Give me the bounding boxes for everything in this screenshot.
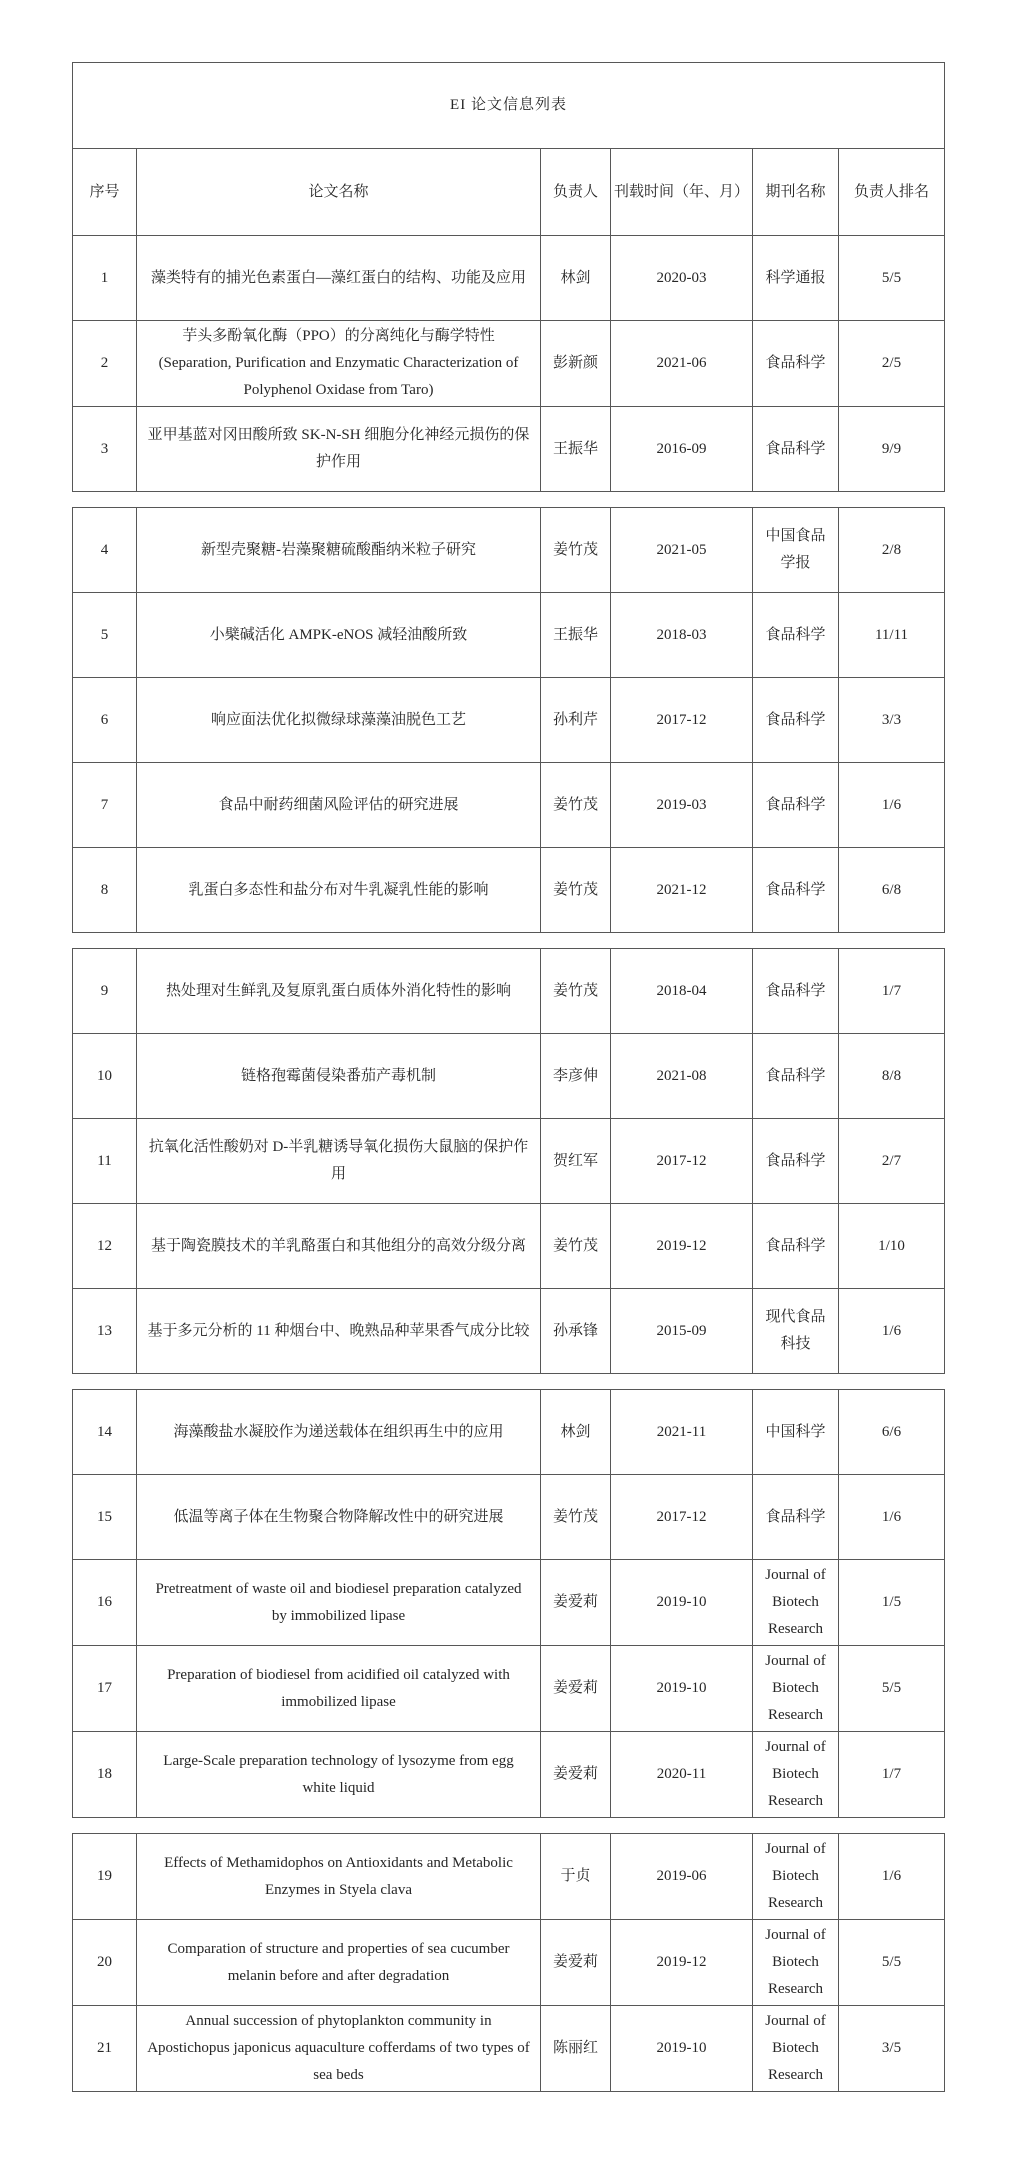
papers-table-block-3 <box>72 948 945 1374</box>
journal-name: 食品科学 <box>753 593 839 678</box>
row-number: 2 <box>73 321 137 407</box>
col-header-leader-rank: 负责人排名 <box>839 149 945 236</box>
leader-name: 姜竹茂 <box>541 508 611 593</box>
table-row <box>73 508 945 593</box>
leader-rank: 3/3 <box>839 678 945 763</box>
leader-name: 姜竹茂 <box>541 848 611 933</box>
header-row <box>73 149 945 236</box>
publish-date: 2020-11 <box>611 1732 753 1818</box>
leader-name: 于贞 <box>541 1834 611 1920</box>
journal-name: 食品科学 <box>753 1475 839 1560</box>
leader-name: 李彦伸 <box>541 1034 611 1119</box>
leader-name: 姜竹茂 <box>541 949 611 1034</box>
paper-title: Effects of Methamidophos on Antioxidants and Metabolic Enzymes in Styela clava <box>137 1834 541 1920</box>
paper-title: 小檗碱活化 AMPK-eNOS 减轻油酸所致 <box>137 593 541 678</box>
row-number: 3 <box>73 407 137 492</box>
journal-name: Journal of Biotech Research <box>753 1646 839 1732</box>
table-row <box>73 1034 945 1119</box>
publish-date: 2019-10 <box>611 1560 753 1646</box>
table-title: EI 论文信息列表 <box>73 63 945 149</box>
leader-rank: 5/5 <box>839 236 945 321</box>
leader-rank: 3/5 <box>839 2006 945 2092</box>
leader-name: 姜竹茂 <box>541 1475 611 1560</box>
publish-date: 2017-12 <box>611 1119 753 1204</box>
table-row <box>73 321 945 407</box>
table-row <box>73 763 945 848</box>
row-number: 5 <box>73 593 137 678</box>
paper-title: 低温等离子体在生物聚合物降解改性中的研究进展 <box>137 1475 541 1560</box>
paper-title: Preparation of biodiesel from acidified oil catalyzed with immobilized lipase <box>137 1646 541 1732</box>
publish-date: 2016-09 <box>611 407 753 492</box>
publish-date: 2017-12 <box>611 678 753 763</box>
paper-title: 芋头多酚氧化酶（PPO）的分离纯化与酶学特性(Separation, Purification and Enzymatic Characterization of Polyphenol Oxidase from Taro) <box>137 321 541 407</box>
paper-title: 响应面法优化拟微绿球藻藻油脱色工艺 <box>137 678 541 763</box>
leader-name: 姜竹茂 <box>541 763 611 848</box>
journal-name: 食品科学 <box>753 763 839 848</box>
paper-title: 食品中耐药细菌风险评估的研究进展 <box>137 763 541 848</box>
leader-rank: 11/11 <box>839 593 945 678</box>
publish-date: 2019-12 <box>611 1920 753 2006</box>
row-number: 19 <box>73 1834 137 1920</box>
journal-name: Journal of Biotech Research <box>753 1560 839 1646</box>
papers-table-block-4 <box>72 1389 945 1818</box>
row-number: 17 <box>73 1646 137 1732</box>
table-row <box>73 1834 945 1920</box>
journal-name: 食品科学 <box>753 1119 839 1204</box>
row-number: 18 <box>73 1732 137 1818</box>
publish-date: 2021-08 <box>611 1034 753 1119</box>
journal-name: 食品科学 <box>753 321 839 407</box>
row-number: 14 <box>73 1390 137 1475</box>
row-number: 15 <box>73 1475 137 1560</box>
leader-name: 林剑 <box>541 1390 611 1475</box>
leader-name: 王振华 <box>541 593 611 678</box>
row-number: 13 <box>73 1289 137 1374</box>
publish-date: 2019-06 <box>611 1834 753 1920</box>
journal-name: Journal of Biotech Research <box>753 1834 839 1920</box>
leader-rank: 2/8 <box>839 508 945 593</box>
publish-date: 2021-12 <box>611 848 753 933</box>
table-row <box>73 1732 945 1818</box>
col-header-no: 序号 <box>73 149 137 236</box>
leader-name: 姜爱莉 <box>541 1920 611 2006</box>
paper-title: 基于多元分析的 11 种烟台中、晚熟品种苹果香气成分比较 <box>137 1289 541 1374</box>
papers-table-block-1 <box>72 62 945 492</box>
table-row <box>73 1289 945 1374</box>
paper-title: 基于陶瓷膜技术的羊乳酪蛋白和其他组分的高效分级分离 <box>137 1204 541 1289</box>
table-row <box>73 1560 945 1646</box>
journal-name: 中国科学 <box>753 1390 839 1475</box>
paper-title: 藻类特有的捕光色素蛋白—藻红蛋白的结构、功能及应用 <box>137 236 541 321</box>
publish-date: 2017-12 <box>611 1475 753 1560</box>
papers-table-block-2 <box>72 507 945 933</box>
leader-name: 姜爱莉 <box>541 1560 611 1646</box>
title-row <box>73 63 945 149</box>
leader-rank: 8/8 <box>839 1034 945 1119</box>
row-number: 10 <box>73 1034 137 1119</box>
publish-date: 2019-10 <box>611 1646 753 1732</box>
leader-name: 林剑 <box>541 236 611 321</box>
row-number: 11 <box>73 1119 137 1204</box>
table-row <box>73 949 945 1034</box>
journal-name: Journal of Biotech Research <box>753 2006 839 2092</box>
leader-rank: 6/8 <box>839 848 945 933</box>
row-number: 12 <box>73 1204 137 1289</box>
paper-title: 新型壳聚糖-岩藻聚糖硫酸酯纳米粒子研究 <box>137 508 541 593</box>
row-number: 6 <box>73 678 137 763</box>
col-header-leader: 负责人 <box>541 149 611 236</box>
publish-date: 2018-03 <box>611 593 753 678</box>
leader-name: 陈丽红 <box>541 2006 611 2092</box>
leader-rank: 2/5 <box>839 321 945 407</box>
row-number: 7 <box>73 763 137 848</box>
row-number: 16 <box>73 1560 137 1646</box>
journal-name: 食品科学 <box>753 407 839 492</box>
publish-date: 2021-05 <box>611 508 753 593</box>
paper-title: 亚甲基蓝对冈田酸所致 SK-N-SH 细胞分化神经元损伤的保护作用 <box>137 407 541 492</box>
row-number: 8 <box>73 848 137 933</box>
row-number: 21 <box>73 2006 137 2092</box>
paper-title: Large-Scale preparation technology of lysozyme from egg white liquid <box>137 1732 541 1818</box>
publish-date: 2020-03 <box>611 236 753 321</box>
publish-date: 2021-11 <box>611 1390 753 1475</box>
publish-date: 2021-06 <box>611 321 753 407</box>
leader-rank: 1/6 <box>839 1834 945 1920</box>
publish-date: 2019-10 <box>611 2006 753 2092</box>
journal-name: Journal of Biotech Research <box>753 1920 839 2006</box>
table-row <box>73 1204 945 1289</box>
table-row <box>73 407 945 492</box>
leader-name: 贺红军 <box>541 1119 611 1204</box>
journal-name: 中国食品学报 <box>753 508 839 593</box>
table-row <box>73 1390 945 1475</box>
leader-name: 王振华 <box>541 407 611 492</box>
table-row <box>73 1119 945 1204</box>
leader-rank: 9/9 <box>839 407 945 492</box>
leader-rank: 5/5 <box>839 1646 945 1732</box>
papers-table-block-5 <box>72 1833 945 2092</box>
journal-name: 食品科学 <box>753 949 839 1034</box>
table-row <box>73 1646 945 1732</box>
row-number: 20 <box>73 1920 137 2006</box>
table-row <box>73 1920 945 2006</box>
leader-rank: 5/5 <box>839 1920 945 2006</box>
table-row <box>73 1475 945 1560</box>
row-number: 4 <box>73 508 137 593</box>
publish-date: 2018-04 <box>611 949 753 1034</box>
table-row <box>73 236 945 321</box>
leader-name: 姜竹茂 <box>541 1204 611 1289</box>
row-number: 1 <box>73 236 137 321</box>
journal-name: 现代食品科技 <box>753 1289 839 1374</box>
table-row <box>73 593 945 678</box>
paper-title: 乳蛋白多态性和盐分布对牛乳凝乳性能的影响 <box>137 848 541 933</box>
paper-title: Pretreatment of waste oil and biodiesel preparation catalyzed by immobilized lipase <box>137 1560 541 1646</box>
publish-date: 2019-03 <box>611 763 753 848</box>
leader-name: 孙利芹 <box>541 678 611 763</box>
journal-name: 科学通报 <box>753 236 839 321</box>
paper-title: Comparation of structure and properties of sea cucumber melanin before and after degradation <box>137 1920 541 2006</box>
leader-name: 孙承锋 <box>541 1289 611 1374</box>
leader-rank: 1/6 <box>839 1475 945 1560</box>
table-row <box>73 678 945 763</box>
col-header-journal: 期刊名称 <box>753 149 839 236</box>
col-header-paper-title: 论文名称 <box>137 149 541 236</box>
leader-rank: 6/6 <box>839 1390 945 1475</box>
leader-rank: 1/6 <box>839 1289 945 1374</box>
paper-title: 热处理对生鲜乳及复原乳蛋白质体外消化特性的影响 <box>137 949 541 1034</box>
paper-title: Annual succession of phytoplankton community in Apostichopus japonicus aquaculture cofferdams of two types of sea beds <box>137 2006 541 2092</box>
leader-name: 姜爱莉 <box>541 1646 611 1732</box>
col-header-publish-date: 刊载时间（年、月） <box>611 149 753 236</box>
leader-rank: 1/7 <box>839 1732 945 1818</box>
publish-date: 2019-12 <box>611 1204 753 1289</box>
paper-title: 海藻酸盐水凝胶作为递送载体在组织再生中的应用 <box>137 1390 541 1475</box>
journal-name: 食品科学 <box>753 848 839 933</box>
leader-rank: 1/10 <box>839 1204 945 1289</box>
publish-date: 2015-09 <box>611 1289 753 1374</box>
paper-title: 抗氧化活性酸奶对 D-半乳糖诱导氧化损伤大鼠脑的保护作用 <box>137 1119 541 1204</box>
leader-rank: 1/7 <box>839 949 945 1034</box>
leader-rank: 2/7 <box>839 1119 945 1204</box>
journal-name: 食品科学 <box>753 1204 839 1289</box>
table-row <box>73 2006 945 2092</box>
journal-name: 食品科学 <box>753 678 839 763</box>
leader-rank: 1/5 <box>839 1560 945 1646</box>
paper-title: 链格孢霉菌侵染番茄产毒机制 <box>137 1034 541 1119</box>
table-row <box>73 848 945 933</box>
journal-name: Journal of Biotech Research <box>753 1732 839 1818</box>
journal-name: 食品科学 <box>753 1034 839 1119</box>
row-number: 9 <box>73 949 137 1034</box>
leader-rank: 1/6 <box>839 763 945 848</box>
leader-name: 彭新颜 <box>541 321 611 407</box>
leader-name: 姜爱莉 <box>541 1732 611 1818</box>
